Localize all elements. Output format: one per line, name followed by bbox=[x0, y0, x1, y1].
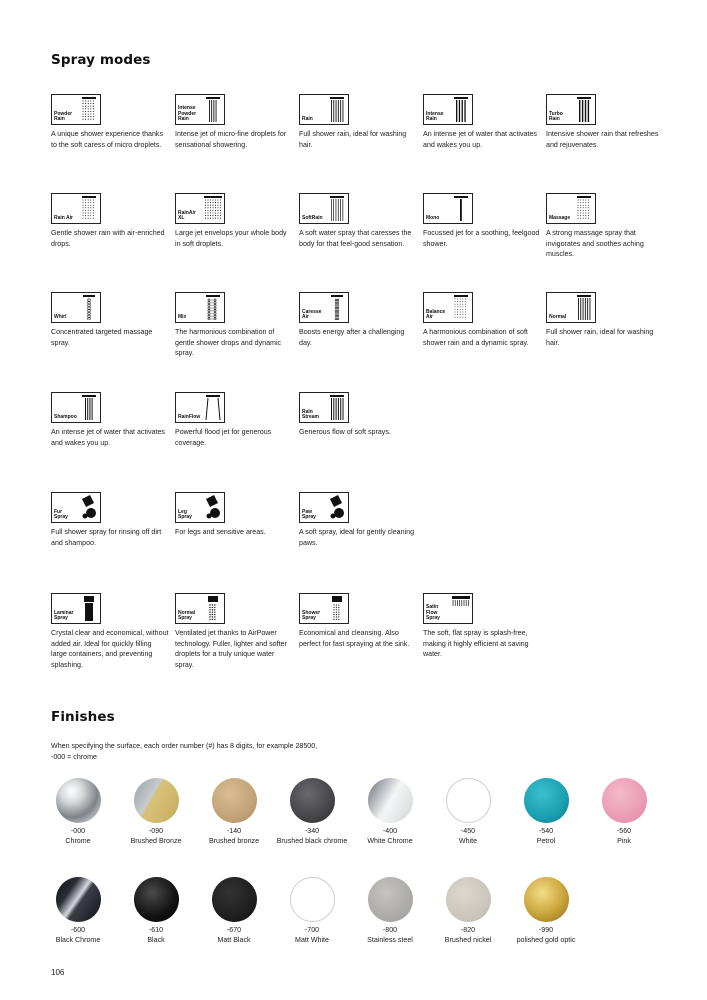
spray-mode bbox=[175, 193, 293, 249]
spray-mode-label: Balance Air bbox=[426, 308, 446, 321]
laminar-spray-icon bbox=[80, 596, 98, 621]
spray-mode-description: Crystal clear and economical, without added air. Ideal for quickly filling large containers, and preventing splashing. bbox=[51, 629, 169, 669]
spray-mode bbox=[299, 392, 417, 438]
mix-icon bbox=[204, 295, 222, 320]
spray-mode-label: RainFlow bbox=[178, 414, 201, 421]
spray-mode-symbol bbox=[423, 292, 473, 323]
finish-code: -340 bbox=[304, 827, 320, 835]
finish-item bbox=[351, 778, 429, 847]
page-number: 106 bbox=[51, 968, 65, 977]
finish-code: -000 bbox=[70, 827, 86, 835]
finish-name: Black bbox=[147, 936, 165, 945]
spray-mode-label: Leg Spray bbox=[178, 508, 192, 521]
spray-mode-label: Whirl bbox=[54, 314, 67, 321]
spray-mode-description: Powerful flood jet for generous coverage. bbox=[175, 428, 272, 447]
softrain-icon bbox=[328, 196, 346, 221]
finish-name: Matt White bbox=[295, 936, 329, 945]
finish-item bbox=[117, 778, 195, 847]
spray-mode-symbol bbox=[51, 392, 101, 423]
powder-rain-icon bbox=[80, 97, 98, 122]
spray-mode-description: For legs and sensitive areas. bbox=[175, 528, 266, 536]
spray-mode bbox=[51, 392, 169, 448]
fur-spray-icon bbox=[80, 495, 98, 520]
spray-mode-symbol bbox=[423, 193, 473, 224]
finish-item bbox=[585, 778, 663, 847]
finish-item bbox=[273, 778, 351, 847]
spray-mode bbox=[51, 94, 169, 150]
finish-item bbox=[39, 877, 117, 946]
spray-mode-symbol bbox=[546, 94, 596, 125]
finish-swatch bbox=[368, 778, 413, 823]
spray-mode-symbol bbox=[175, 392, 225, 423]
spray-mode-description: Generous flow of soft sprays. bbox=[299, 428, 391, 436]
spray-mode-description: Intensive shower rain that refreshes and rejuvenates. bbox=[546, 130, 659, 149]
spray-mode-description: A soft water spray that caresses the body for that feel-good sensation. bbox=[299, 229, 412, 248]
spray-mode-label: Turbo Rain bbox=[549, 110, 563, 123]
spray-mode bbox=[546, 292, 664, 348]
finish-name: polished gold optic bbox=[516, 936, 576, 945]
spray-mode-label: Massage bbox=[549, 215, 571, 222]
spray-mode-symbol bbox=[423, 94, 473, 125]
spray-mode bbox=[175, 492, 293, 538]
intense-rain-icon bbox=[452, 97, 470, 122]
spray-mode-symbol bbox=[299, 193, 349, 224]
whirl-icon bbox=[80, 295, 98, 320]
spray-mode bbox=[175, 94, 293, 150]
spray-mode bbox=[423, 292, 541, 348]
spray-mode bbox=[175, 392, 293, 448]
finish-item bbox=[195, 778, 273, 847]
spray-mode-description: An intense jet of water that activates and wakes you up. bbox=[423, 130, 537, 149]
spray-mode bbox=[546, 193, 664, 260]
finish-swatch bbox=[446, 877, 491, 922]
spray-mode-label: Rain bbox=[302, 116, 313, 123]
spray-mode bbox=[299, 492, 417, 548]
rain-air-icon bbox=[80, 196, 98, 221]
spray-mode-label: Paw Spray bbox=[302, 508, 316, 521]
spray-mode-description: Boosts energy after a challenging day. bbox=[299, 328, 405, 347]
spray-mode-label: Mono bbox=[426, 215, 440, 222]
finish-code: -990 bbox=[538, 926, 554, 934]
finish-name: Chrome bbox=[65, 837, 91, 846]
spray-mode-symbol bbox=[299, 94, 349, 125]
finish-code: -610 bbox=[148, 926, 164, 934]
spray-mode-label: Fur Spray bbox=[54, 508, 68, 521]
spray-mode-description: Full shower spray for rinsing off dirt and shampoo. bbox=[51, 528, 162, 547]
spray-mode-description: A unique shower experience thanks to the soft caress of micro droplets. bbox=[51, 130, 163, 149]
spray-mode-symbol bbox=[175, 193, 225, 224]
spray-mode-description: Focussed jet for a soothing, feelgood shower. bbox=[423, 229, 540, 248]
spray-mode bbox=[423, 593, 541, 660]
finish-item bbox=[429, 778, 507, 847]
spray-mode-label: Normal bbox=[549, 314, 567, 321]
finish-name: Brushed Bronze bbox=[130, 837, 182, 846]
massage-icon bbox=[575, 196, 593, 221]
balance-air-icon bbox=[452, 295, 470, 320]
spray-mode-symbol bbox=[51, 193, 101, 224]
spray-mode-symbol bbox=[299, 292, 349, 323]
turbo-rain-icon bbox=[575, 97, 593, 122]
satin-flow-spray-icon bbox=[452, 596, 470, 621]
spray-mode bbox=[51, 193, 169, 249]
spray-mode bbox=[299, 593, 417, 649]
spray-mode-symbol bbox=[546, 292, 596, 323]
spray-mode-label: Mix bbox=[178, 314, 187, 321]
finish-code: -800 bbox=[382, 926, 398, 934]
spray-mode bbox=[51, 593, 169, 670]
finish-swatch bbox=[134, 778, 179, 823]
finish-name: White Chrome bbox=[367, 837, 413, 846]
rainair-xl-icon bbox=[204, 196, 222, 221]
spray-mode-symbol bbox=[51, 94, 101, 125]
finish-name: Stainless steel bbox=[367, 936, 413, 945]
finish-item bbox=[351, 877, 429, 946]
spray-mode-label: Shampoo bbox=[54, 414, 77, 421]
finish-item bbox=[507, 778, 585, 847]
spray-mode bbox=[51, 492, 169, 548]
spray-mode-label: Satin Flow Spray bbox=[426, 604, 440, 622]
spray-mode-label: Laminar Spray bbox=[54, 609, 74, 622]
spray-mode-label: Rain Air bbox=[54, 215, 73, 222]
finish-code: -600 bbox=[70, 926, 86, 934]
spray-mode-description: A strong massage spray that invigorates and soothes aching muscles. bbox=[546, 229, 644, 259]
finish-code: -560 bbox=[616, 827, 632, 835]
spray-mode-label: Caresse Air bbox=[302, 308, 322, 321]
spray-mode-label: Intense Rain bbox=[426, 110, 444, 123]
spray-mode-label: Shower Spray bbox=[302, 609, 321, 622]
finish-item bbox=[507, 877, 585, 946]
finish-item bbox=[195, 877, 273, 946]
finish-code: -820 bbox=[460, 926, 476, 934]
spray-mode-description: Ventilated jet thanks to AirPower technology. Fuller, lighter and softer droplets for a truly unique water spray. bbox=[175, 629, 287, 669]
spray-mode-description: A harmonious combination of soft shower rain and a dynamic spray. bbox=[423, 328, 529, 347]
spray-mode-symbol bbox=[175, 94, 225, 125]
spray-mode-description: Intense jet of micro-fine droplets for sensational showering. bbox=[175, 130, 287, 149]
normal-icon bbox=[575, 295, 593, 320]
spray-mode-description: Large jet envelops your whole body in soft droplets. bbox=[175, 229, 287, 248]
spray-mode bbox=[299, 94, 417, 150]
finish-swatch bbox=[56, 877, 101, 922]
shampoo-icon bbox=[80, 395, 98, 420]
spray-mode bbox=[299, 193, 417, 249]
finish-code: -700 bbox=[304, 926, 320, 934]
spray-mode-symbol bbox=[175, 292, 225, 323]
finish-swatch bbox=[56, 778, 101, 823]
spray-mode-description: Concentrated targeted massage spray. bbox=[51, 328, 153, 347]
spray-mode bbox=[51, 292, 169, 348]
finish-swatch bbox=[446, 778, 491, 823]
spray-mode-symbol bbox=[175, 593, 225, 624]
finish-swatch bbox=[134, 877, 179, 922]
spray-modes-heading: Spray modes bbox=[51, 52, 151, 68]
spray-mode-description: Full shower rain, ideal for washing hair. bbox=[299, 130, 407, 149]
finish-swatch bbox=[368, 877, 413, 922]
finish-item bbox=[429, 877, 507, 946]
spray-mode bbox=[175, 292, 293, 359]
finish-code: -140 bbox=[226, 827, 242, 835]
spray-mode-label: Intense Powder Rain bbox=[178, 105, 197, 123]
spray-mode bbox=[423, 193, 541, 249]
spray-mode-symbol bbox=[546, 193, 596, 224]
finish-name: Pink bbox=[617, 837, 631, 846]
finish-swatch bbox=[524, 778, 569, 823]
finish-swatch bbox=[212, 877, 257, 922]
spray-mode-label: Rain Stream bbox=[302, 408, 319, 421]
finish-name: Petrol bbox=[536, 837, 556, 846]
mono-icon bbox=[452, 196, 470, 221]
spray-mode-label: RainAir XL bbox=[178, 209, 196, 222]
finish-swatch bbox=[524, 877, 569, 922]
shower-spray-icon bbox=[328, 596, 346, 621]
leg-spray-icon bbox=[204, 495, 222, 520]
caresse-air-icon bbox=[328, 295, 346, 320]
spray-mode bbox=[546, 94, 664, 150]
spray-mode-description: A soft spray, ideal for gently cleaning paws. bbox=[299, 528, 415, 547]
spray-mode-description: Full shower rain, ideal for washing hair. bbox=[546, 328, 654, 347]
finish-code: -450 bbox=[460, 827, 476, 835]
paw-spray-icon bbox=[328, 495, 346, 520]
finish-code: -400 bbox=[382, 827, 398, 835]
spray-mode bbox=[175, 593, 293, 670]
finish-name: White bbox=[458, 837, 478, 846]
spray-mode-symbol bbox=[51, 492, 101, 523]
spray-mode-symbol bbox=[51, 593, 101, 624]
spray-mode-description: Economical and cleansing. Also perfect for fast spraying at the sink. bbox=[299, 629, 410, 648]
spray-mode-symbol bbox=[299, 492, 349, 523]
finish-swatch bbox=[290, 877, 335, 922]
spray-mode-symbol bbox=[299, 392, 349, 423]
finish-swatch bbox=[602, 778, 647, 823]
finish-item bbox=[39, 778, 117, 847]
rain-icon bbox=[328, 97, 346, 122]
normal-spray-icon bbox=[204, 596, 222, 621]
spray-mode-symbol bbox=[423, 593, 473, 624]
spray-mode-description: An intense jet of water that activates and wakes you up. bbox=[51, 428, 165, 447]
spray-mode-description: The harmonious combination of gentle shower drops and dynamic spray. bbox=[175, 328, 282, 358]
rain-stream-icon bbox=[328, 395, 346, 420]
spray-mode-label: SoftRain bbox=[302, 215, 323, 222]
spray-mode-label: Powder Rain bbox=[54, 110, 73, 123]
spray-mode-symbol bbox=[299, 593, 349, 624]
finish-swatch bbox=[290, 778, 335, 823]
finish-name: Matt Black bbox=[217, 936, 251, 945]
finish-item bbox=[117, 877, 195, 946]
finishes-heading: Finishes bbox=[51, 709, 115, 725]
spray-mode-label: Normal Spray bbox=[178, 609, 196, 622]
finish-name: Brushed black chrome bbox=[276, 837, 348, 846]
finish-item bbox=[273, 877, 351, 946]
spray-mode-symbol bbox=[51, 292, 101, 323]
finish-name: Black Chrome bbox=[55, 936, 101, 945]
spray-mode-description: The soft, flat spray is splash-free, making it highly efficient at saving water. bbox=[423, 629, 529, 659]
spray-mode bbox=[423, 94, 541, 150]
finish-code: -670 bbox=[226, 926, 242, 934]
finish-code: -540 bbox=[538, 827, 554, 835]
spray-mode-description: Gentle shower rain with air-enriched drops. bbox=[51, 229, 165, 248]
spray-mode-symbol bbox=[175, 492, 225, 523]
finishes-intro: When specifying the surface, each order number (#) has 8 digits, for example 28500, -000 = chrome bbox=[51, 742, 318, 761]
rainflow-icon bbox=[204, 395, 222, 420]
finish-code: -090 bbox=[148, 827, 164, 835]
intense-powder-rain-icon bbox=[204, 97, 222, 122]
finish-name: Brushed bronze bbox=[208, 837, 260, 846]
finish-name: Brushed nickel bbox=[444, 936, 492, 945]
finish-swatch bbox=[212, 778, 257, 823]
spray-mode bbox=[299, 292, 417, 348]
